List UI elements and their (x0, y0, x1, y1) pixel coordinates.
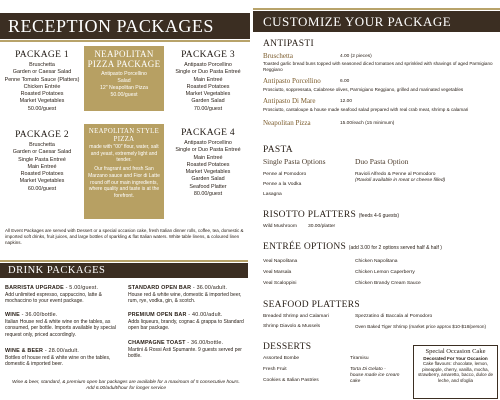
bruschetta-description: Toasted garlic bread buns topped with seasoned diced tomatoes and sprinkled with shavings of aged Parmigiano Reggiano (263, 61, 493, 72)
drink-description: Italian House red & white wine on the tables, as consumed, per bottle. Imports available by special request only, priced accordingly. (5, 318, 116, 338)
package-1-price: 50.00/guest (27, 105, 57, 112)
package-3-line: Roasted Potatoes (186, 83, 230, 90)
reception-title: RECEPTION PACKAGES (8, 15, 214, 36)
drink-name: STANDARD OPEN BAR (128, 285, 192, 291)
package-4-line: Seafood Platter (189, 183, 227, 190)
package-3-line: Market Vegetables (185, 91, 231, 98)
antipasti-title: ANTIPASTI (263, 39, 314, 49)
drink-price: - 28.00/adult. (43, 348, 80, 354)
special-cake-subtitle: Decorated For Your Occasion (423, 356, 488, 361)
package-3-line: Main Entreé (193, 76, 223, 83)
package-1-line: Garden or Caesar Salad (12, 69, 72, 76)
special-cake-title: Special Occasion Cake (425, 348, 486, 355)
seafood-item: Spezzatino di Baccala al Pomodoro (355, 314, 433, 319)
pasta-duo-note: (Ravioli available in meat or cheese filled) (355, 178, 446, 183)
antipasto-di-mare-price: 12.00 (340, 99, 353, 104)
bruschetta-price: 4.00 (2 pieces) (340, 54, 372, 59)
antipasto-porcellino-description: Prosciutto, soppressata, Calabrese olives, Parmigiano Reggiano, grilled and marinated vegetables (263, 87, 464, 92)
package-3-line: Garden Salad (191, 98, 225, 105)
risotto-note: (feeds 4-6 guests) (358, 213, 400, 219)
drink-price: - 5.00/guest. (63, 285, 99, 291)
drinks-note: Wine & beer, standard, & premium open bar packages are available for a maximum of 5 consecutive hours. Add 6.00/adult/hour for longer service (12, 380, 240, 391)
drink-name: PREMIUM OPEN BAR (128, 312, 187, 318)
drink-description: House red & white wine, domestic & imported beer, rum, rye, vodka, gin, & scotch. (128, 291, 242, 305)
package-2-line: Market Vegetables (19, 178, 65, 185)
desserts-title: DESSERTS (263, 342, 312, 352)
entree-title-text: ENTRÉE OPTIONS (263, 242, 347, 252)
package-3-line: Antipasto Porcellino (184, 62, 232, 68)
package-4 (166, 128, 250, 198)
pasta-single-item: Lasagna (263, 192, 282, 197)
drink-description: Bottles of house red & white wine on the tables, domestic & imported beer. (5, 354, 111, 368)
entree-note: (add 3.00 for 2 options served half & half ) (348, 245, 442, 251)
seafood-item: Shrimp Diavolo & Mussels (263, 324, 321, 329)
neapolitan-pizza-price: 15.00/each (15 minimum) (340, 121, 395, 126)
seafood-item: Oven Baked Tiger Shrimp (market price approx $10-$18/person) (355, 324, 486, 329)
package-2-price: 60.00/guest (27, 185, 57, 192)
antipasto-porcellino-price: 6.00 (340, 79, 350, 84)
package-4-line: Antipasto Porcellino (184, 140, 232, 146)
package-4-line: Roasted Potatoes (186, 161, 230, 168)
package-1-title: PACKAGE 1 (15, 50, 69, 60)
antipasto-di-mare-description: Prosciutto, cantaloupe & house made seafood salad prepared with real crab meat, shrimp & calamari (263, 107, 469, 112)
entree-item: Veal Marsala (263, 270, 292, 275)
drink-name: BARRISTA UPGRADE (5, 285, 64, 291)
drink-name: WINE & BEER (5, 348, 44, 354)
dessert-item: Cookies & Italian Pastries (263, 378, 319, 383)
neapolitan-style-description: made with "00" flour, water, salt and yeast, extremely light and tender. (89, 144, 159, 164)
package-3-title: PACKAGE 3 (181, 50, 235, 60)
neapolitan-style-title: PIZZA (113, 136, 135, 143)
pasta-single-item: Penne a la Vodka (263, 182, 302, 187)
drink-name: WINE (5, 312, 20, 318)
risotto-item: Wild Mushroom (263, 224, 297, 229)
drink-champagne-toast (128, 340, 248, 360)
reception-packages-banner (0, 13, 250, 39)
entree-item: Veal Scaloppini (263, 281, 297, 286)
drink-price: - 36.00/bottle. (19, 312, 58, 318)
duo-pasta-title: Duo Pasta Option (355, 157, 409, 166)
special-occasion-cake-box (413, 345, 498, 399)
risotto-price: 30.00/platter (308, 224, 336, 229)
reception-gold-rule (0, 40, 250, 42)
bruschetta-name: Bruschetta (263, 52, 293, 60)
package-2-line: Roasted Potatoes (20, 171, 64, 178)
special-cake-description: Cake flavours: chocolate, lemon, pineapple, cherry, vanilla, mocha, strawberry, amaretto, bacco, dulce de leche, and sfoglia (418, 361, 493, 383)
drink-wine (5, 312, 123, 338)
neapolitan-style-ingredients: Our fragrant and fresh San Marzano sauce and Fior di Latte round off our main ingredients, where quality and taste is at the forefront. (88, 166, 160, 199)
neapolitan-pizza-name: Neapolitan Pizza (263, 119, 311, 127)
package-3-price: 70.00/guest (193, 105, 223, 112)
neapolitan-style-title: NEAPOLITAN STYLE (88, 128, 160, 135)
entree-title (263, 242, 442, 252)
entree-item: Chicken Brandy Cream Sauce (355, 281, 421, 286)
package-2-line: Main Entreé (27, 163, 57, 170)
neapolitan-package-price: 50.00/guest (110, 92, 138, 99)
seafood-item: Breaded Shrimp and Calamari (263, 314, 329, 319)
neapolitan-package-line: 12" Neapolitan Pizza (100, 85, 148, 92)
neapolitan-style-pizza-box (84, 124, 164, 219)
entree-item: Chicken Napolitana (355, 259, 398, 264)
package-4-line: Single or Duo Pasta Entreé (175, 147, 241, 154)
drink-barista-upgrade (5, 285, 123, 305)
drink-description: Adds liqueurs, brandy, cognac & grappa to Standard open bar package. (128, 318, 244, 332)
package-4-line: Main Entreé (193, 154, 223, 161)
package-2-line: Single Pasta Entreé (18, 156, 66, 163)
pasta-duo-item: Ravioli Alfredo & Penne al Pomodoro (355, 172, 436, 177)
drink-name: CHAMPAGNE TOAST (128, 340, 186, 346)
package-1 (0, 50, 84, 113)
package-2-line: Garden or Caesar Salad (12, 149, 72, 156)
drink-price: - 36.00/adult. (191, 285, 228, 291)
package-1-line: Bruschetta (29, 62, 55, 68)
package-4-price: 80.00/guest (193, 191, 223, 198)
package-4-line: Garden Salad (191, 176, 225, 183)
risotto-title-text: RISOTTO PLATTERS (263, 210, 357, 220)
entree-item: Veal Napolitana (263, 259, 298, 264)
neapolitan-package-title: PIZZA PACKAGE (87, 58, 161, 69)
package-1-line: Roasted Potatoes (20, 91, 64, 98)
package-4-title: PACKAGE 4 (181, 128, 235, 138)
pasta-title: PASTA (263, 145, 293, 155)
package-1-line: Chicken Entrée (23, 83, 61, 90)
dessert-item: Tiramisu (350, 356, 369, 361)
antipasto-porcellino-name: Antipasto Porcellino (263, 77, 321, 85)
all-events-note: All Event Packages are served with Dessert or a special occasion cake, fresh Italian dinner rolls, coffee, tea, domestic & imported soft drinks, fruit juices, and large bottles of sparkling & flat Italian waters. White table linens, & coloured linen napkins. (5, 228, 244, 245)
dessert-item: Assorted Bombe (263, 356, 300, 361)
neapolitan-pizza-package-box (84, 46, 164, 111)
customize-title: CUSTOMIZE YOUR PACKAGE (263, 13, 452, 29)
neapolitan-package-line: Salad (117, 78, 131, 85)
antipasto-di-mare-name: Antipasto Di Mare (263, 97, 316, 105)
seafood-title: SEAFOOD PLATTERS (263, 300, 360, 310)
neapolitan-package-line: Antipasto Porcellino (101, 71, 147, 78)
package-1-line: Market Vegetables (19, 98, 65, 105)
risotto-title (263, 210, 399, 220)
package-4-line: Market Vegetables (185, 169, 231, 176)
drink-price: - 36.00/bottle. (185, 340, 224, 346)
drink-description: Add unlimited espresso, cappuccino, latte & mochaccino to your event package. (5, 291, 102, 305)
drink-premium-open-bar (128, 312, 248, 332)
package-2-title: PACKAGE 2 (15, 130, 69, 140)
customize-gold-rule (253, 8, 500, 10)
drinks-title: DRINK PACKAGES (8, 265, 106, 276)
package-2-line: Bruschetta (29, 142, 55, 148)
customize-banner (253, 11, 500, 32)
drink-price: - 40.00/adult. (186, 312, 223, 318)
drink-packages-banner (0, 263, 248, 278)
drink-standard-open-bar (128, 285, 248, 305)
package-2 (0, 130, 84, 193)
dessert-item: Fresh Fruit (263, 367, 287, 372)
package-3 (166, 50, 250, 113)
dessert-item: Torta Di Gelato - house made ice cream cake (350, 367, 400, 384)
drinks-gold-rule (0, 260, 248, 262)
drink-description: Martini & Rossi Asti Spumante. 9 guests served per bottle. (128, 346, 242, 360)
pasta-single-item: Penne al Pomodoro (263, 172, 307, 177)
drink-wine-beer (5, 348, 123, 368)
package-3-line: Single or Duo Pasta Entreé (175, 69, 241, 76)
single-pasta-title: Single Pasta Options (263, 157, 326, 166)
entree-item: Chicken Lemon Caperberry (355, 270, 415, 275)
package-1-line: Penne Tomato Sauce (Platters) (4, 76, 80, 83)
neapolitan-package-title: NEAPOLITAN (94, 49, 154, 59)
